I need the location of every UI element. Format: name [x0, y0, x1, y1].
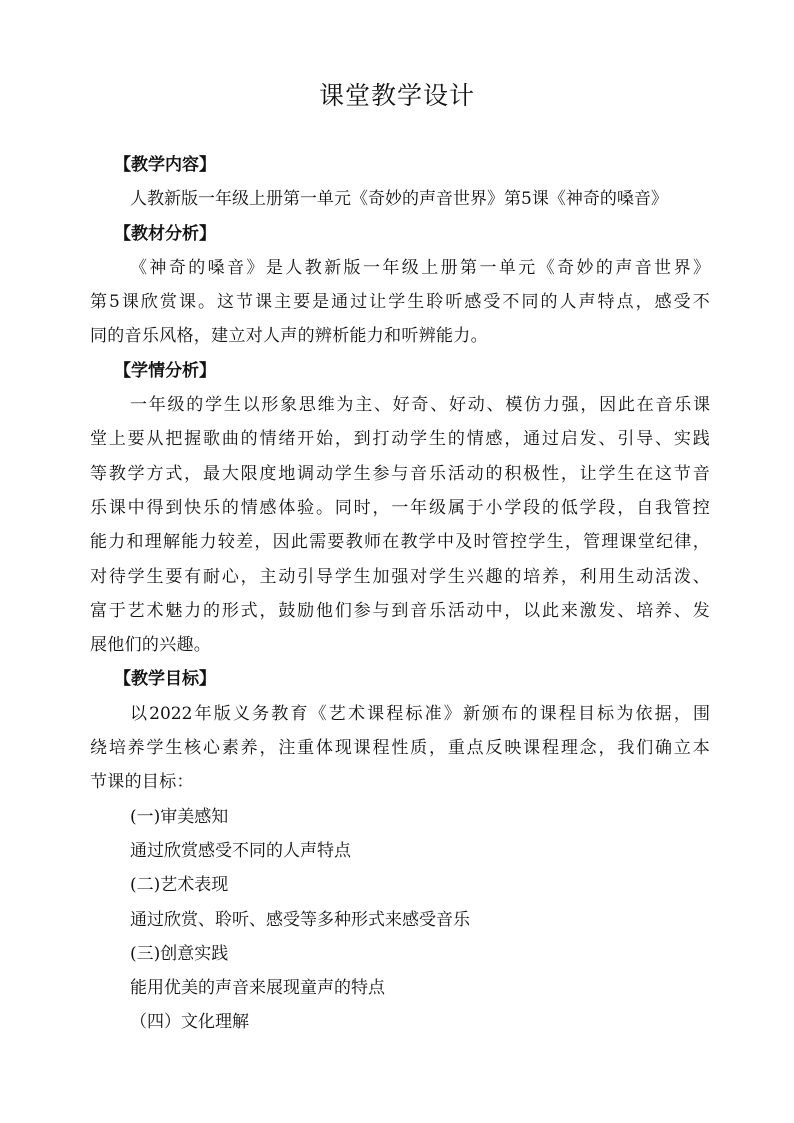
section-heading-content: 【教学内容】	[114, 155, 216, 175]
section-heading-students: 【学情分析】	[114, 360, 216, 381]
paragraph-line: 富于艺术魅力的形式，鼓励他们参与到音乐活动中，以此来激发、培养、发	[90, 600, 710, 621]
paragraph-line: 第5课欣赏课。这节课主要是通过让学生聆听感受不同的人声特点，感受不	[90, 292, 710, 313]
goal-item-label: （四）文化理解	[130, 1012, 249, 1033]
paragraph-line: 展他们的兴趣。	[90, 635, 212, 656]
goal-item-text: 通过欣赏感受不同的人声特点	[130, 840, 351, 861]
paragraph-line: 乐课中得到快乐的情感体验。同时，一年级属于小学段的低学段，自我管控	[90, 497, 710, 518]
paragraph-line: 节课的目标：	[90, 772, 194, 793]
document-body	[90, 148, 710, 1040]
goal-item-text: 能用优美的声音来展现童声的特点	[130, 978, 385, 999]
paragraph-line: 绕培养学生核心素养，注重体现课程性质，重点反映课程理念，我们确立本	[90, 738, 710, 759]
paragraph-line: 一年级的学生以形象思维为主、好奇、好动、模仿力强，因此在音乐课	[130, 395, 710, 416]
paragraph-line: 堂上要从把握歌曲的情绪开始，到打动学生的情感，通过启发、引导、实践	[90, 429, 710, 450]
goal-item-text: 通过欣赏、聆听、感受等多种形式来感受音乐	[130, 909, 470, 930]
paragraph-line: 等教学方式，最大限度地调动学生参与音乐活动的积极性，让学生在这节音	[90, 463, 710, 484]
paragraph-line: 同的音乐风格，建立对人声的辨析能力和听辨能力。	[90, 326, 488, 347]
paragraph-line: 以2022年版义务教育《艺术课程标准》新颁布的课程目标为依据，围	[130, 703, 710, 724]
page-title: 课堂教学设计	[318, 81, 475, 110]
content-text: 人教新版一年级上册第一单元《奇妙的声音世界》第5课《神奇的嗓音》	[130, 189, 668, 210]
goal-item-label: (一)审美感知	[130, 806, 229, 827]
goal-item-label: (二)艺术表现	[130, 875, 229, 896]
paragraph-line: 《神奇的嗓音》是人教新版一年级上册第一单元《奇妙的声音世界》	[130, 257, 710, 278]
section-heading-material: 【教材分析】	[114, 223, 216, 244]
section-heading-goals: 【教学目标】	[114, 669, 216, 690]
paragraph-line: 对待学生要有耐心，主动引导学生加强对学生兴趣的培养，利用生动活泼、	[90, 566, 710, 587]
goal-item-label: (三)创意实践	[130, 943, 229, 964]
paragraph-line: 能力和理解能力较差，因此需要教师在教学中及时管控学生，管理课堂纪律，	[90, 532, 710, 553]
